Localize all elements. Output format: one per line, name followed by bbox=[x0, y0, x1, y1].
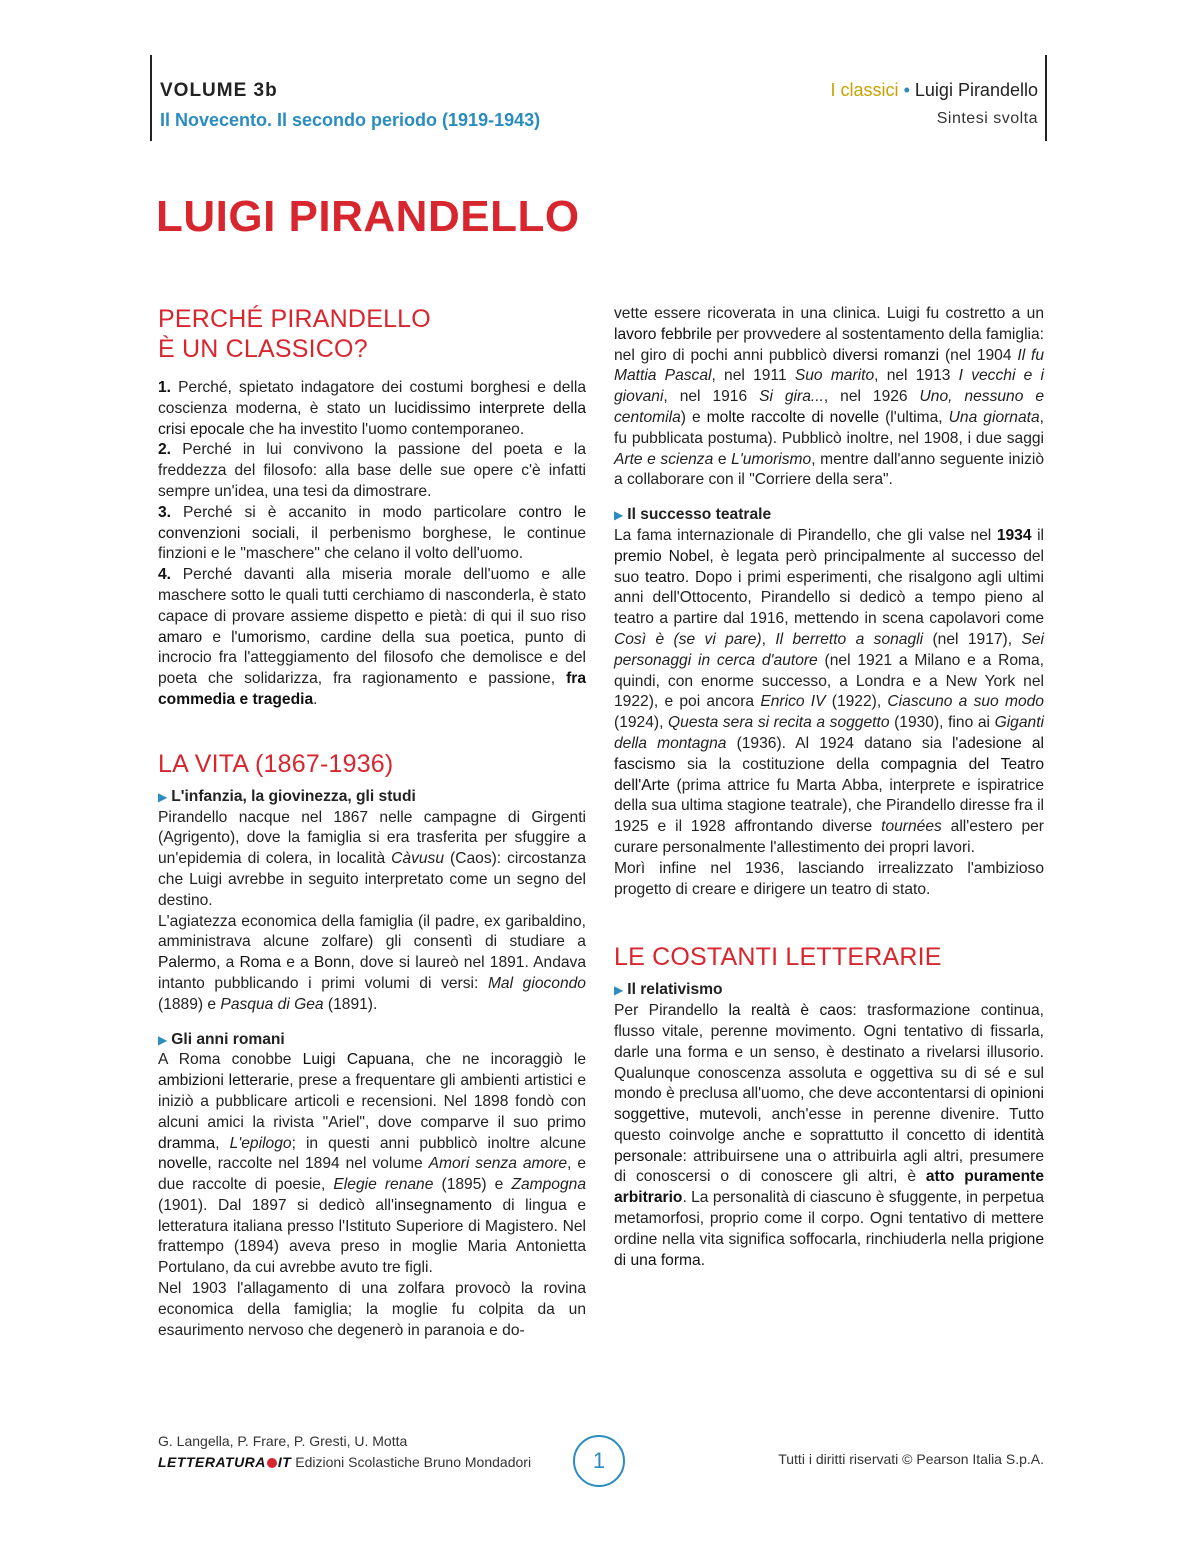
paragraph: 4. Perché davanti alla miseria morale dell'uomo e alle maschere sotto le quali tutti cerchiamo di nasconderla, è stato capace di provare assieme dispetto e pietà: di qui il suo riso amaro e l'umorismo, cardine della sua poetica, punto di incrocio fra l'atteggiamento del filosofo che demolisce e del poeta che solidarizza, fra ragionamento e passione, fra commedia e tragedia. bbox=[158, 566, 586, 708]
paragraph: Pirandello nacque nel 1867 nelle campagne di Girgenti (Agrigento), dove la famiglia si era trasferita per sfuggire a un'epidemia di colera, in località Càvusu (Caos): circostanza che Luigi avrebbe in seguito interpretato come un segno del destino. bbox=[158, 808, 586, 909]
paragraph: L'agiatezza economica della famiglia (il padre, ex garibaldino, amministrava alcune zolfare) gli consentì di studiare a Palermo, a Roma e a Bonn, dove si laureò nel 1891. Andava intanto pubblicando i primi volumi di versi: Mal giocondo (1889) e Pasqua di Gea (1891). bbox=[158, 912, 587, 1013]
page-number: 1 bbox=[573, 1435, 625, 1487]
paragraph: Morì infine nel 1936, lasciando irrealizzato l'ambizioso progetto di creare e dirigere un teatro di stato. bbox=[614, 859, 1044, 898]
subheading: ▶ Gli anni romani bbox=[158, 1030, 285, 1048]
subheading: ▶ Il relativismo bbox=[614, 981, 723, 999]
page-title: LUIGI PIRANDELLO bbox=[156, 192, 580, 241]
paragraph: 2. Perché in lui convivono la passione del poeta e la freddezza del filosofo: alla base delle sue opere c'è infatti sempre un'idea, una tesi da dimostrare. bbox=[158, 441, 586, 500]
section-heading-vita: LA VITA (1867-1936) bbox=[158, 749, 394, 778]
header-left bbox=[160, 80, 540, 131]
period-label: Il Novecento. Il secondo periodo (1919-1943) bbox=[160, 110, 541, 130]
section-heading-costanti: LE COSTANTI LETTERARIE bbox=[614, 943, 942, 972]
footer-left bbox=[158, 1431, 531, 1473]
paragraph: Nel 1903 l'allagamento di una zolfara provocò la rovina economica della famiglia; la moglie fu colpita da un esaurimento nervoso che degenerò in paranoia e do- bbox=[158, 1280, 586, 1339]
left-column bbox=[158, 304, 586, 1341]
paragraph: 3. Perché si è accanito in modo particolare contro le convenzioni sociali, il perbenismo borghese, le continue finzioni e le "maschere" che celano il volto dell'uomo. bbox=[158, 503, 586, 563]
footer-rights: Tutti i diritti riservati © Pearson Italia S.p.A. bbox=[778, 1451, 1044, 1467]
section-heading-classico: PERCHÉ PIRANDELLO È UN CLASSICO? bbox=[158, 305, 431, 363]
volume-label: VOLUME 3b bbox=[160, 80, 278, 101]
paragraph: A Roma conobbe Luigi Capuana, che ne incoraggiò le ambizioni letterarie, prese a frequentare gli ambienti artistici e iniziò a pubblicare articoli e recensioni. Nel 1898 fondò con alcuni amici la rivista "Ariel", dove comparve il suo primo dramma, L'epilogo; in questi anni pubblicò inoltre alcune novelle, raccolte nel 1894 nel volume Amori senza amore, e due raccolte di poesie, Elegie renane (1895) e Zampogna (1901). Dal 1897 si dedicò all'insegnamento di lingua e letteratura italiana presso l'Istituto Superiore di Magistero. Nel frattempo (1894) aveva preso in moglie Maria Antonietta Portulano, da cui avrebbe avuto tre figli. bbox=[158, 1051, 586, 1277]
subheading: ▶ L'infanzia, la giovinezza, gli studi bbox=[158, 787, 416, 805]
paragraph: La fama internazionale di Pirandello, che gli valse nel 1934 il premio Nobel, è legata però principalmente al successo del suo teatro. Dopo i primi esperimenti, che risalgono agli ultimi anni dell'Ottocento, Pirandello si dedicò a tempo pieno al teatro a partire dal 1916, mettendo in scena capolavori come Così è (se vi pare), Il berretto a sonagli (nel 1917), Sei personaggi in cerca d'autore (nel 1921 a Milano e a Roma, quindi, con enorme successo, a Londra e a New York nel 1922), e poi ancora Enrico IV (1922), Ciascuno a suo modo (1924), Questa sera si recita a soggetto (1930), fino ai Giganti della montagna (1936). Al 1924 datano sia l'adesione al fascismo sia la costituzione della compagnia del Teatro dell'Arte (prima attrice fu Marta Abba, interprete e ispiratrice della sua ultima stagione teatrale), che Pirandello diresse fra il 1925 e il 1928 affrontando diverse tournées all'estero per curare personalmente l'allestimento dei propri lavori. bbox=[614, 526, 1045, 856]
paragraph: 1. Perché, spietato indagatore dei costumi borghesi e della coscienza moderna, è stato un lucidissimo interprete della crisi epocale che ha investito l'uomo contemporaneo. bbox=[158, 379, 586, 438]
footer-publisher: LETTERATURA IT Edizioni Scolastiche Bruno Mondadori bbox=[158, 1454, 532, 1470]
header-left-rule bbox=[150, 55, 152, 141]
paragraph: vette essere ricoverata in una clinica. Luigi fu costretto a un lavoro febbrile per provvedere al sostentamento della famiglia: nel giro di pochi anni pubblicò diversi romanzi (nel 1904 Il fu Mattia Pascal, nel 1911 Suo marito, nel 1913 I vecchi e i giovani, nel 1916 Si gira..., nel 1926 Uno, nessuno e centomila) e molte raccolte di novelle (l'ultima, Una giornata, fu pubblicata postuma). Pubblicò inoltre, nel 1908, i due saggi Arte e scienza e L'umorismo, mentre dall'anno seguente iniziò a collaborare con il "Corriere della sera". bbox=[614, 305, 1045, 489]
series-sub: Sintesi svolta bbox=[936, 110, 1038, 127]
footer-authors: G. Langella, P. Frare, P. Gresti, U. Motta bbox=[158, 1433, 408, 1449]
right-column bbox=[614, 304, 1044, 1271]
header-right-rule bbox=[1045, 55, 1047, 141]
header-right bbox=[831, 80, 1038, 128]
subheading: ▶ Il successo teatrale bbox=[614, 506, 772, 524]
series-label: I classici • Luigi Pirandello bbox=[830, 80, 1038, 100]
paragraph: Per Pirandello la realtà è caos: trasformazione continua, flusso vitale, perenne movimento. Ogni tentativo di fissarla, darle una forma e un senso, è destinato a rivelarsi illusorio. Qualunque conoscenza assoluta e oggettiva su di sé e sul mondo è preclusa all'uomo, che deve accontentarsi di opinioni soggettive, mutevoli, anch'esse in perenne divenire. Tutto questo coinvolge anche e soprattutto il concetto di identità personale: attribuirsene una o attribuirla agli altri, presumere di conoscersi o di conoscere gli altri, è atto puramente arbitrario. La personalità di ciascuno è sfuggente, in perpetua metamorfosi, proprio come il corpo. Ogni tentativo di mettere ordine nella vita significa soffocarla, rinchiuderla nella prigione di una forma. bbox=[614, 1002, 1044, 1269]
letteratura-logo: LETTERATURA IT bbox=[158, 1454, 292, 1470]
